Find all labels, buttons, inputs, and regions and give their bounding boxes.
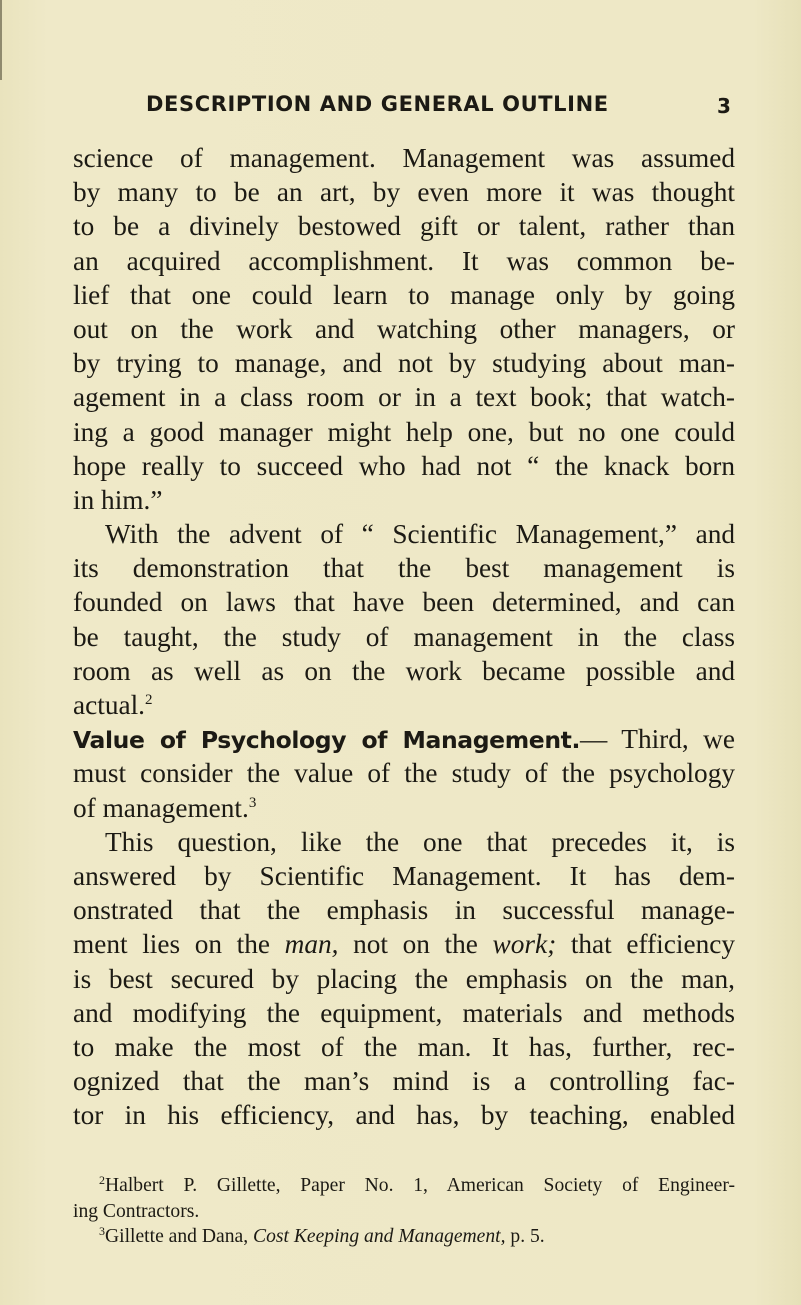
text-line bbox=[73, 722, 735, 756]
text-line: tor in his efficiency, and has, by teaching, enabled bbox=[73, 1100, 735, 1131]
text-line: founded on laws that have been determined, and can bbox=[73, 587, 735, 618]
text-line: is best secured by placing the emphasis on the man, bbox=[73, 963, 735, 994]
actual-text: actual. bbox=[73, 690, 145, 720]
text-line bbox=[73, 791, 735, 825]
footnote-3-title: Cost Keeping and Management, bbox=[253, 1226, 506, 1247]
text-line: must consider the value of the study of the psychology bbox=[73, 758, 735, 789]
text-line: science of management. Management was assumed bbox=[73, 143, 735, 173]
text-segment: ment lies on the bbox=[73, 929, 285, 960]
text-line: ognized that the man’s mind is a controlling fac- bbox=[73, 1066, 735, 1097]
text-line: hope really to succeed who had not “ the knack born bbox=[73, 450, 735, 481]
text-line: answered by Scientific Management. It has dem- bbox=[73, 860, 735, 891]
text-line: by trying to manage, and not by studying about man- bbox=[73, 348, 735, 379]
footnote-ref-3: 3 bbox=[248, 794, 257, 811]
text-line: its demonstration that the best management is bbox=[73, 553, 735, 584]
italic-work: work; bbox=[492, 929, 557, 960]
footnote-3-line bbox=[73, 1224, 735, 1250]
text-line: out on the work and watching other managers, or bbox=[73, 313, 735, 344]
running-head bbox=[0, 92, 801, 122]
italic-man: man, bbox=[284, 929, 339, 960]
footnote-marker-3: 3 bbox=[99, 1224, 105, 1238]
footnote-3-page: p. 5. bbox=[505, 1226, 545, 1247]
text-line: ing a good manager might help one, but no one could bbox=[73, 416, 735, 447]
side-heading-continuation: — Third, we bbox=[580, 724, 736, 755]
text-line: an acquired accomplishment. It was common be- bbox=[73, 245, 735, 276]
text-line: This question, like the one that precedes it, is bbox=[105, 826, 735, 857]
footnote-ref-2: 2 bbox=[145, 692, 153, 708]
text-line: lief that one could learn to manage only by going bbox=[73, 279, 735, 310]
text-line: to make the most of the man. It has, further, rec- bbox=[73, 1031, 735, 1062]
side-heading: Value of Psychology of Management. bbox=[73, 726, 581, 755]
text-segment: that efficiency bbox=[556, 929, 735, 960]
page-number: 3 bbox=[717, 94, 731, 118]
text-line: room as well as on the work became possible and bbox=[73, 655, 735, 686]
body-text bbox=[73, 141, 735, 1132]
text-line bbox=[73, 688, 735, 722]
of-management-text: of management. bbox=[73, 792, 249, 823]
footnote-marker-2: 2 bbox=[99, 1173, 105, 1187]
text-line: agement in a class room or in a text book; that watch- bbox=[73, 382, 735, 413]
footnote-3-text: Gillette and Dana, bbox=[105, 1226, 253, 1247]
footnote-2-line bbox=[73, 1173, 735, 1199]
text-line: and modifying the equipment, materials and methods bbox=[73, 997, 735, 1028]
text-line: in him.” bbox=[73, 484, 163, 515]
text-segment: not on the bbox=[338, 929, 493, 960]
text-line: With the advent of “ Scientific Management,” and bbox=[105, 519, 735, 550]
text-line: onstrated that the emphasis in successful manage- bbox=[73, 895, 735, 926]
text-line bbox=[73, 927, 735, 961]
footnotes bbox=[73, 1173, 735, 1250]
text-line: to be a divinely bestowed gift or talent, rather than bbox=[73, 211, 735, 242]
text-line: by many to be an art, by even more it was thought bbox=[73, 177, 735, 208]
footnote-2-continuation: ing Contractors. bbox=[73, 1200, 200, 1222]
running-title: DESCRIPTION AND GENERAL OUTLINE bbox=[146, 92, 609, 116]
footnote-2-text: Halbert P. Gillette, Paper No. 1, American Society of Engineer- bbox=[105, 1175, 735, 1196]
text-line: be taught, the study of management in the class bbox=[73, 621, 735, 652]
page-edge-mark bbox=[0, 0, 2, 80]
